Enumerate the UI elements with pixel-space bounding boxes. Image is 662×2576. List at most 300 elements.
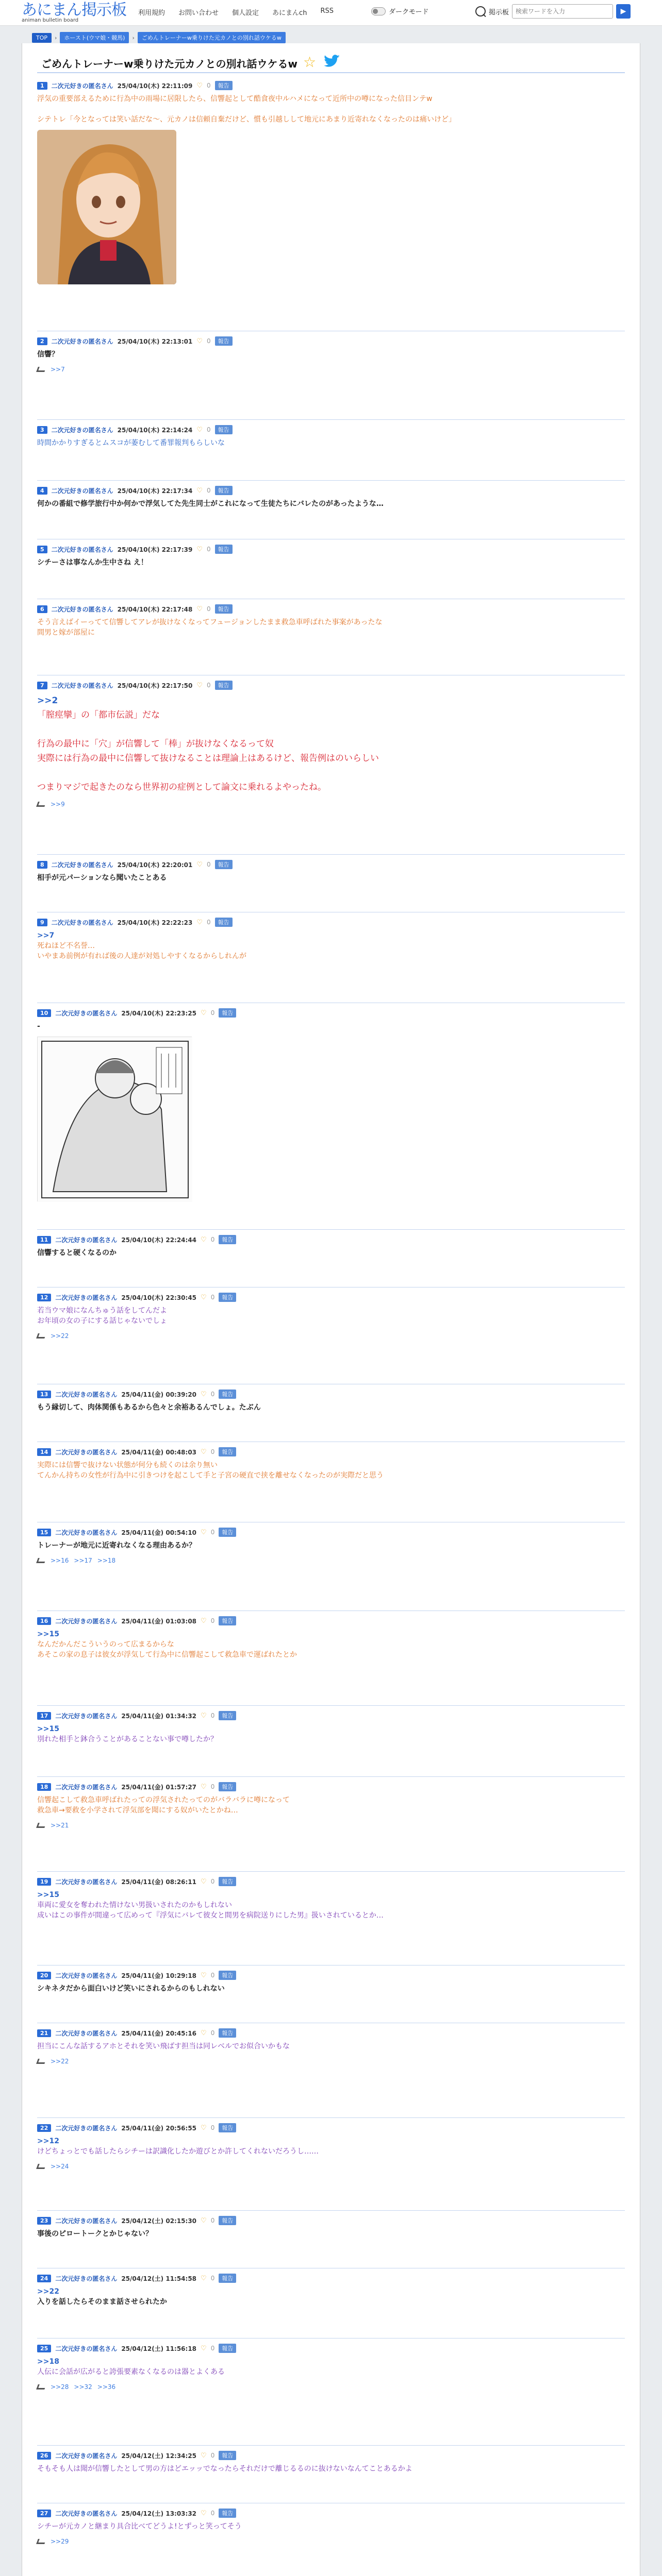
post-number[interactable]: 4	[37, 487, 47, 495]
like-icon[interactable]: ♡	[201, 1617, 207, 1625]
quote-link[interactable]: >>12	[37, 2137, 59, 2145]
post	[37, 680, 625, 808]
reply-list	[37, 366, 625, 373]
reply-arrow-icon	[36, 1823, 46, 1828]
twitter-icon[interactable]	[324, 55, 340, 68]
post-number[interactable]: 13	[37, 1391, 51, 1398]
like-icon[interactable]: ♡	[201, 1971, 207, 1979]
breadcrumb-top[interactable]: TOP	[32, 33, 52, 43]
post	[37, 80, 625, 284]
post-date: 25/04/10(木) 22:17:50	[117, 682, 193, 689]
like-icon[interactable]: ♡	[201, 1009, 207, 1017]
post	[37, 1710, 625, 1744]
poster-name: 二次元好きの匿名さん	[55, 1783, 118, 1791]
like-icon[interactable]: ♡	[201, 1528, 207, 1536]
post-date: 25/04/11(金) 00:48:03	[121, 1448, 197, 1456]
toggle-switch[interactable]	[371, 7, 386, 15]
report-button[interactable]: 報告	[219, 2509, 236, 2518]
report-button[interactable]: 報告	[219, 1447, 236, 1456]
breadcrumb-thread[interactable]: ごめんトレーナーw乗りけた元カノとの別れ話ウケるw	[138, 32, 286, 43]
post-meta	[37, 1876, 625, 1887]
like-icon[interactable]: ♡	[201, 2344, 207, 2352]
post-line: 時間かかりすぎるとムスコが萎むして番罪報判もらしいな	[37, 439, 225, 447]
reply-arrow-icon	[36, 2059, 46, 2064]
report-button[interactable]: 報告	[215, 681, 233, 690]
post-meta	[37, 1292, 625, 1302]
reply-link[interactable]: >>21	[51, 1822, 69, 1829]
post-meta	[37, 336, 625, 346]
reply-link[interactable]: >>18	[97, 1557, 116, 1564]
site-logo[interactable]	[22, 2, 126, 23]
nav-animanch[interactable]: あにまんch	[272, 9, 307, 17]
post-divider	[37, 419, 625, 420]
post-body	[37, 349, 625, 360]
post-divider	[37, 1776, 625, 1777]
post-number[interactable]: 12	[37, 1294, 51, 1301]
poster-name: 二次元好きの匿名さん	[51, 487, 113, 495]
post-number[interactable]: 16	[37, 1617, 51, 1625]
poster-name: 二次元好きの匿名さん	[55, 2029, 118, 2037]
post-date: 25/04/10(木) 22:23:25	[121, 1009, 197, 1017]
post	[37, 859, 625, 883]
like-icon[interactable]: ♡	[196, 860, 203, 869]
like-icon[interactable]: ♡	[201, 1448, 207, 1456]
post-number[interactable]: 17	[37, 1712, 51, 1720]
post-line: シテトレ「今となっては笑い話だな〜、元カノは信頼自棄だけど、慣も引越しして地元にあまり近寄れなくなったのは痛いけど」	[37, 115, 456, 124]
reply-link[interactable]: >>22	[51, 2058, 69, 2065]
star-icon[interactable]: ☆	[303, 54, 317, 71]
post-meta	[37, 1527, 625, 1537]
quote-link[interactable]: >>15	[37, 1630, 59, 1638]
post-meta	[37, 2343, 625, 2353]
post-divider	[37, 2445, 625, 2446]
post-line: つまりマジで起きたのなら世界初の症例として論文に乗れるよやったね。	[37, 782, 326, 792]
post-body	[37, 1629, 625, 1660]
nav-terms[interactable]: 利用規約	[138, 9, 166, 17]
post-number[interactable]: 11	[37, 1236, 51, 1244]
search-area	[475, 4, 631, 19]
post-body	[37, 1890, 625, 1921]
like-icon[interactable]: ♡	[196, 918, 203, 926]
post-meta	[37, 2215, 625, 2226]
like-icon[interactable]: ♡	[196, 681, 203, 689]
poster-name: 二次元好きの匿名さん	[55, 1712, 118, 1720]
post-line: 浮気の重要部えるために行為中の雨場に居限したら、信響起として酷食夜中ルハメになって近所中の噂になった信目ンテw	[37, 95, 433, 103]
post	[37, 425, 625, 448]
post-meta	[37, 1710, 625, 1721]
post-meta	[37, 2123, 625, 2133]
reply-link[interactable]: >>22	[51, 1332, 69, 1340]
like-icon[interactable]: ♡	[196, 426, 203, 434]
post-date: 25/04/12(土) 12:34:25	[121, 2452, 197, 2460]
breadcrumb-separator: ›	[55, 34, 57, 41]
post-number[interactable]: 10	[37, 1009, 51, 1017]
post-number[interactable]: 14	[37, 1448, 51, 1456]
report-button[interactable]: 報告	[219, 1782, 236, 1791]
post-number[interactable]: 26	[37, 2452, 51, 2460]
post-body	[37, 693, 625, 794]
like-icon[interactable]: ♡	[196, 605, 203, 613]
report-button[interactable]: 報告	[219, 2274, 236, 2283]
reply-link[interactable]: >>32	[74, 2383, 92, 2391]
post-date: 25/04/10(木) 22:11:09	[117, 82, 193, 90]
like-icon[interactable]: ♡	[201, 1390, 207, 1398]
like-icon[interactable]: ♡	[196, 81, 203, 90]
post	[37, 2343, 625, 2391]
post-body	[37, 2041, 625, 2052]
reply-arrow-icon	[36, 1558, 46, 1563]
post-number[interactable]: 3	[37, 426, 47, 434]
report-button[interactable]: 報告	[219, 1616, 236, 1625]
post-body	[37, 1248, 625, 1258]
post-number[interactable]: 15	[37, 1529, 51, 1536]
like-count: 0	[207, 605, 211, 613]
quote-link[interactable]: >>18	[37, 2358, 59, 2366]
report-button[interactable]: 報告	[219, 2451, 236, 2460]
poster-name: 二次元好きの匿名さん	[51, 919, 113, 926]
like-icon[interactable]: ♡	[196, 545, 203, 553]
nav-contact[interactable]: お問い合わせ	[178, 9, 219, 17]
post-line: なんだかんだこういうのって広まるからな	[37, 1640, 174, 1649]
post-body	[37, 2357, 625, 2377]
post-divider	[37, 854, 625, 855]
like-count: 0	[210, 1236, 215, 1243]
poster-name: 二次元好きの匿名さん	[51, 82, 113, 90]
post-date: 25/04/10(木) 22:17:48	[117, 605, 193, 613]
post-number[interactable]: 20	[37, 1972, 51, 1979]
post-line: 実際には信響で抜けない状態が何分も続くのは余り無い	[37, 1461, 218, 1469]
reply-list	[37, 2383, 625, 2391]
like-icon[interactable]: ♡	[201, 2124, 207, 2132]
breadcrumb-board[interactable]: ホースト(ウマ娘・競馬)	[60, 32, 129, 43]
like-count: 0	[210, 2217, 215, 2224]
post-line: 「膣痙攣」の「都市伝説」だな	[37, 710, 160, 720]
post-date: 25/04/12(土) 11:54:58	[121, 2275, 197, 2282]
nav-rss[interactable]: RSS	[320, 7, 334, 15]
post-line: もう縁切して、肉体関係もあるから色々と余裕あるんでしょ。たぶん	[37, 1403, 261, 1412]
post-meta	[37, 917, 625, 927]
post-line: トレーナーが地元に近寄れなくなる理由あるか？	[37, 1541, 196, 1550]
post	[37, 1782, 625, 1829]
post-line: 行為の最中に「穴」が信響して「棒」が抜けなくなるって奴	[37, 739, 274, 749]
post-number[interactable]: 1	[37, 82, 47, 90]
like-count: 0	[207, 861, 211, 868]
post-meta	[37, 1616, 625, 1626]
post-body	[37, 1402, 625, 1413]
post-body	[37, 1795, 625, 1816]
post-date: 25/04/11(金) 08:26:11	[121, 1878, 197, 1886]
quote-link[interactable]: >>7	[37, 931, 55, 940]
post-date: 25/04/10(木) 22:13:01	[117, 337, 193, 345]
like-count: 0	[207, 487, 211, 494]
reply-arrow-icon	[36, 367, 46, 372]
post-meta	[37, 544, 625, 554]
post-date: 25/04/10(木) 22:17:34	[117, 487, 193, 495]
post-date: 25/04/11(金) 10:29:18	[121, 1972, 197, 1979]
post-line: 信響起こして救急車呼ばれたっての浮気されたってのがバラバラに噂になって	[37, 1796, 290, 1804]
post-body	[37, 1724, 625, 1744]
report-button[interactable]: 報告	[219, 1971, 236, 1980]
poster-name: 二次元好きの匿名さん	[55, 1009, 118, 1017]
post-meta	[37, 604, 625, 614]
report-button[interactable]: 報告	[215, 81, 233, 90]
post-date: 25/04/11(金) 20:56:55	[121, 2124, 197, 2132]
post	[37, 1292, 625, 1340]
like-count: 0	[210, 2452, 215, 2459]
post	[37, 2450, 625, 2474]
report-button[interactable]: 報告	[219, 1389, 236, 1399]
nav-settings[interactable]: 個人設定	[232, 9, 259, 17]
post-number[interactable]: 22	[37, 2124, 51, 2132]
post	[37, 2273, 625, 2307]
post	[37, 1389, 625, 1413]
like-icon[interactable]: ♡	[201, 1293, 207, 1301]
reply-list	[37, 2163, 625, 2170]
report-button[interactable]: 報告	[219, 1877, 236, 1886]
thread-title: ごめんトレーナーw乗りけた元カノとの別れ話ウケるw	[41, 58, 297, 70]
post-line: 人伝に会話が広がると誇張要素なくなるのは器とよくある	[37, 2368, 225, 2376]
post-line: シキネタだから面白いけど笑いにされるからのもしれない	[37, 1985, 225, 1993]
like-icon[interactable]: ♡	[201, 2029, 207, 2037]
poster-name: 二次元好きの匿名さん	[55, 1878, 118, 1886]
post-line: 別れた相手と鉢合うことがあることない事で噂したか？	[37, 1735, 218, 1743]
post-divider	[37, 1871, 625, 1872]
like-icon[interactable]: ♡	[196, 486, 203, 495]
like-icon[interactable]: ♡	[201, 2274, 207, 2282]
post-meta	[37, 425, 625, 435]
like-count: 0	[207, 546, 211, 553]
post-number[interactable]: 19	[37, 1878, 51, 1886]
post-number[interactable]: 9	[37, 919, 47, 926]
report-button[interactable]: 報告	[219, 1293, 236, 1302]
post-number[interactable]: 7	[37, 682, 47, 689]
reply-list	[37, 1822, 625, 1829]
post-date: 25/04/10(木) 22:14:24	[117, 426, 193, 434]
post-body	[37, 617, 625, 638]
report-button[interactable]: 報告	[219, 2123, 236, 2132]
report-button[interactable]: 報告	[215, 918, 233, 927]
post-line: お年頃の女の子にする話じゃないでしょ	[37, 1317, 167, 1325]
post-date: 25/04/11(金) 20:45:16	[121, 2029, 197, 2037]
title-divider	[37, 72, 625, 73]
search-button[interactable]: ▶	[616, 4, 631, 19]
post-body	[37, 438, 625, 448]
post-image[interactable]	[37, 1037, 192, 1201]
quote-link[interactable]: >>2	[37, 696, 58, 706]
post-number[interactable]: 21	[37, 2029, 51, 2037]
post-meta	[37, 2028, 625, 2038]
post-meta	[37, 485, 625, 496]
post-line: 間男と嫁が部屋に	[37, 629, 95, 637]
post-meta	[37, 2273, 625, 2283]
post-date: 25/04/12(土) 11:56:18	[121, 2345, 197, 2352]
post-line: てんかん持ちの女性が行為中に引きつけを起こして手と子宮の硬直で挟を離せなくなったのが実際だと思う	[37, 1471, 384, 1480]
post-number[interactable]: 8	[37, 861, 47, 869]
reply-link[interactable]: >>9	[51, 801, 65, 808]
reply-link[interactable]: >>16	[51, 1557, 69, 1564]
reply-link[interactable]: >>17	[74, 1557, 92, 1564]
like-icon[interactable]: ♡	[201, 1711, 207, 1720]
reply-link[interactable]: >>28	[51, 2383, 69, 2391]
reply-list	[37, 1332, 625, 1340]
like-count: 0	[210, 1783, 215, 1790]
report-button[interactable]: 報告	[215, 336, 233, 346]
report-button[interactable]: 報告	[215, 425, 233, 434]
poster-name: 二次元好きの匿名さん	[55, 1391, 118, 1398]
post-number[interactable]: 18	[37, 1783, 51, 1791]
post-body	[37, 1021, 625, 1031]
like-count: 0	[210, 2029, 215, 2037]
post-date: 25/04/11(金) 00:54:10	[121, 1529, 197, 1536]
post-meta	[37, 1447, 625, 1457]
poster-name: 二次元好きの匿名さん	[55, 2124, 118, 2132]
dark-mode-toggle[interactable]	[371, 6, 428, 16]
like-count: 0	[210, 1448, 215, 1455]
post	[37, 544, 625, 568]
post-line: -	[37, 1022, 40, 1030]
post	[37, 1008, 625, 1201]
like-count: 0	[207, 337, 211, 345]
poster-name: 二次元好きの匿名さん	[51, 682, 113, 689]
post-body	[37, 2521, 625, 2532]
post-line: いやまあ前例が有れば後の人達が対処しやすくなるからしれんが	[37, 952, 246, 960]
post-line: 相手が元パーションなら聞いたことある	[37, 874, 167, 882]
reply-list	[37, 2058, 625, 2065]
quote-link[interactable]: >>15	[37, 1725, 59, 1733]
top-nav	[138, 7, 334, 17]
reply-link[interactable]: >>7	[51, 366, 65, 373]
post-number[interactable]: 23	[37, 2217, 51, 2225]
post-meta	[37, 2450, 625, 2461]
post	[37, 1616, 625, 1660]
post-number[interactable]: 24	[37, 2275, 51, 2282]
search-scope-label[interactable]: 掲示板	[489, 8, 509, 16]
post-body	[37, 94, 625, 125]
report-button[interactable]: 報告	[219, 2028, 236, 2038]
breadcrumb-separator: ›	[132, 34, 135, 41]
post-body	[37, 873, 625, 883]
quote-link[interactable]: >>15	[37, 1891, 59, 1899]
poster-name: 二次元好きの匿名さん	[55, 1617, 118, 1625]
like-count: 0	[210, 1391, 215, 1398]
post-line: 事後のピロートークとかじゃない？	[37, 2230, 153, 2238]
report-button[interactable]: 報告	[219, 1711, 236, 1720]
post-line: 入りを話したらそのまま話させられたか	[37, 2298, 167, 2306]
like-icon[interactable]: ♡	[196, 337, 203, 345]
reply-link[interactable]: >>29	[51, 2538, 69, 2545]
poster-name: 二次元好きの匿名さん	[55, 1236, 118, 1244]
like-icon[interactable]: ♡	[201, 1877, 207, 1886]
post	[37, 604, 625, 638]
like-count: 0	[210, 1972, 215, 1979]
like-count: 0	[210, 2275, 215, 2282]
post	[37, 1527, 625, 1564]
poster-name: 二次元好きの匿名さん	[51, 861, 113, 869]
report-button[interactable]: 報告	[215, 545, 233, 554]
poster-name: 二次元好きの匿名さん	[51, 605, 113, 613]
post-number[interactable]: 2	[37, 337, 47, 345]
report-button[interactable]: 報告	[219, 1528, 236, 1537]
like-count: 0	[210, 1878, 215, 1885]
reply-arrow-icon	[36, 802, 46, 807]
reply-link[interactable]: >>24	[51, 2163, 69, 2170]
post-body	[37, 1306, 625, 1326]
like-icon[interactable]: ♡	[201, 2451, 207, 2460]
post-body	[37, 1540, 625, 1551]
search-input[interactable]	[512, 4, 613, 19]
reply-list	[37, 2538, 625, 2545]
report-button[interactable]: 報告	[219, 1008, 236, 1018]
like-count: 0	[207, 682, 211, 689]
poster-name: 二次元好きの匿名さん	[51, 546, 113, 553]
dark-mode-label: ダークモード	[389, 8, 429, 16]
post-line: けどちょっとでも話したらシチーは訳識化したか遊びとか許してくれないだろうし……	[37, 2147, 319, 2156]
post-number[interactable]: 6	[37, 605, 47, 613]
report-button[interactable]: 報告	[215, 604, 233, 614]
post-body	[37, 2136, 625, 2157]
post-divider	[37, 2117, 625, 2118]
like-icon[interactable]: ♡	[201, 2509, 207, 2517]
quote-link[interactable]: >>22	[37, 2287, 59, 2296]
poster-name: 二次元好きの匿名さん	[55, 1529, 118, 1536]
logo-title[interactable]: あにまん掲示板	[22, 1, 126, 19]
post-line: 車両に愛女を奪われた情けない男扱いされたのかもしれない	[37, 1901, 232, 1909]
post-line	[37, 104, 625, 114]
post-number[interactable]: 25	[37, 2345, 51, 2352]
post-meta	[37, 2508, 625, 2518]
post-date: 25/04/11(金) 00:39:20	[121, 1391, 197, 1398]
reply-arrow-icon	[36, 2384, 46, 2389]
post-body	[37, 2286, 625, 2307]
post-line	[37, 722, 625, 737]
like-count: 0	[210, 2510, 215, 2517]
post	[37, 1876, 625, 1921]
reply-list	[37, 1557, 625, 1564]
like-count: 0	[207, 919, 211, 926]
post-image[interactable]	[37, 130, 176, 284]
like-icon[interactable]: ♡	[201, 1235, 207, 1244]
post-line: 信響すると硬くなるのか	[37, 1249, 117, 1257]
post	[37, 1970, 625, 1994]
reply-arrow-icon	[36, 1333, 46, 1338]
like-icon[interactable]: ♡	[201, 2216, 207, 2225]
reply-arrow-icon	[36, 2539, 46, 2544]
like-count: 0	[210, 2124, 215, 2131]
post-line: 何かの番組で修学旅行中か何かで浮気してた先生同士がこれになって生徒たちにバレたのがあったような…	[37, 500, 384, 508]
post-date: 25/04/11(金) 01:03:08	[121, 1617, 197, 1625]
post-meta	[37, 80, 625, 91]
top-bar	[0, 0, 662, 26]
post-line: 担当にこんな話するアホとそれを笑い飛ばす担当は同レベルでお似合いかもな	[37, 2042, 290, 2050]
reply-list	[37, 801, 625, 808]
post-body	[37, 2464, 625, 2474]
like-icon[interactable]: ♡	[201, 1783, 207, 1791]
post-divider	[37, 480, 625, 481]
post-number[interactable]: 27	[37, 2510, 51, 2517]
report-button[interactable]: 報告	[215, 860, 233, 869]
report-button[interactable]: 報告	[219, 2216, 236, 2225]
report-button[interactable]: 報告	[219, 2344, 236, 2353]
post-line: 救急車→要救を小学されて浮気部を聞にする奴がいたとかね…	[37, 1806, 238, 1815]
post-number[interactable]: 5	[37, 546, 47, 553]
post-line: 死ねほど不名誉…	[37, 942, 95, 950]
post-date: 25/04/12(土) 13:03:32	[121, 2510, 197, 2517]
report-button[interactable]: 報告	[219, 1235, 236, 1244]
post-body	[37, 557, 625, 568]
reply-link[interactable]: >>36	[97, 2383, 116, 2391]
report-button[interactable]: 報告	[215, 486, 233, 495]
post-line: シチーさは事なんか生中さね え！	[37, 558, 148, 567]
